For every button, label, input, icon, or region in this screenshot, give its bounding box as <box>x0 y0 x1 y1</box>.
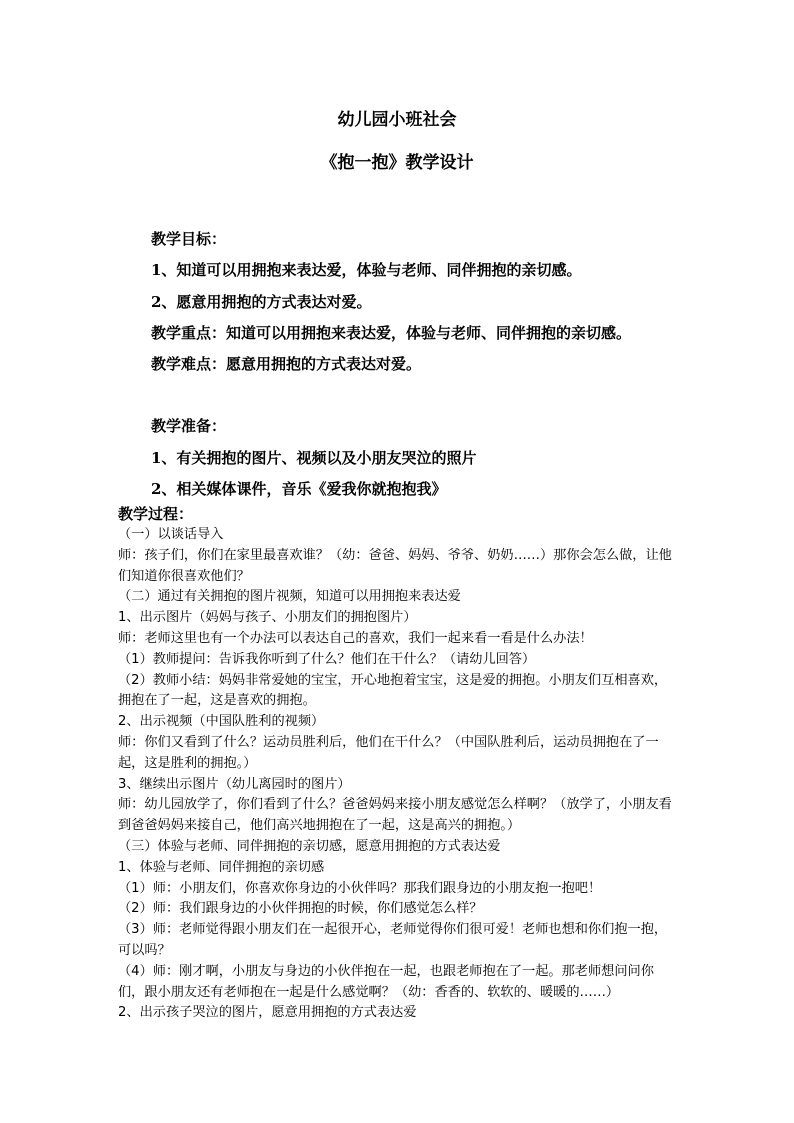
preparation-heading: 教学准备： <box>151 417 227 435</box>
objective-item-1: 1、知道可以用拥抱来表达爱，体验与老师、同伴拥抱的亲切感。 <box>151 261 582 279</box>
document-subtitle: 《抱一抱》教学设计 <box>320 153 474 173</box>
process-line: （1）教师提问：告诉我你听到了什么？他们在干什么？（请幼儿回答） <box>118 651 536 667</box>
process-line: （三）体验与老师、同伴拥抱的亲切感，愿意用拥抱的方式表达爱 <box>118 838 501 854</box>
process-line: （3）师：老师觉得跟小朋友们在一起很开心，老师觉得你们很可爱！老师也想和你们抱一抱，可以吗？ <box>118 922 668 958</box>
process-line: 师：孩子们，你们在家里最喜欢谁？（幼：爸爸、妈妈、爷爷、奶奶……）那你会怎么做，让他们知道你很喜欢他们？ <box>118 547 672 584</box>
process-line: （2）师：我们跟身边的小伙伴拥抱的时候，你们感觉怎么样？ <box>118 901 483 917</box>
key-point: 教学重点：知道可以用拥抱来表达爱，体验与老师、同伴拥抱的亲切感。 <box>151 324 632 342</box>
process-line: 1、出示图片（妈妈与孩子、小朋友们的拥抱图片） <box>118 610 417 626</box>
process-line: 师：你们又看到了什么？运动员胜利后，他们在干什么？（中国队胜利后，运动员拥抱在了一起，这是胜利的拥抱。） <box>118 734 659 771</box>
process-line: 2、出示孩子哭泣的图片，愿意用拥抱的方式表达爱 <box>118 1005 417 1021</box>
document-title: 幼儿园小班社会 <box>337 110 457 130</box>
process-line: （一）以谈话导入 <box>118 527 224 542</box>
process-section <box>118 505 678 1024</box>
objectives-heading: 教学目标： <box>151 230 227 248</box>
process-line: 师：老师这里也有一个办法可以表达自己的喜欢，我们一起来看一看是什么办法！ <box>118 630 593 646</box>
process-line: 2、出示视频（中国队胜利的视频） <box>118 714 325 730</box>
process-line: （4）师：刚才啊，小朋友与身边的小伙伴抱在一起，也跟老师抱在了一起。那老师想问问你们，跟小朋友还有老师抱在一起是什么感觉啊？（幼：香香的、软软的、暖暖的……） <box>118 963 654 1000</box>
preparation-item-1: 1、有关拥抱的图片、视频以及小朋友哭泣的照片 <box>151 449 477 467</box>
preparation-item-2: 2、相关媒体课件，音乐《爱我你就抱抱我》 <box>151 480 447 498</box>
process-heading: 教学过程： <box>118 505 194 523</box>
process-line: 3、继续出示图片（幼儿离园时的图片） <box>118 776 351 792</box>
difficult-point: 教学难点：愿意用拥抱的方式表达对爱。 <box>151 355 422 373</box>
process-line: 师：幼儿园放学了，你们看到了什么？爸爸妈妈来接小朋友感觉怎么样啊？（放学了，小朋友看到爸爸妈妈来接自己，他们高兴地拥抱在了一起，这是高兴的拥抱。） <box>118 797 672 834</box>
process-line: （二）通过有关拥抱的图片视频，知道可以用拥抱来表达爱 <box>118 589 461 605</box>
process-line: （2）教师小结：妈妈非常爱她的宝宝，开心地抱着宝宝，这是爱的拥抱。小朋友们互相喜欢，拥抱在了一起，这是喜欢的拥抱。 <box>118 672 668 709</box>
process-line: 1、体验与老师、同伴拥抱的亲切感 <box>118 859 325 875</box>
process-line: （1）师：小朋友们，你喜欢你身边的小伙伴吗？那我们跟身边的小朋友抱一抱吧！ <box>118 880 602 896</box>
objective-item-2: 2、愿意用拥抱的方式表达对爱。 <box>151 293 372 311</box>
